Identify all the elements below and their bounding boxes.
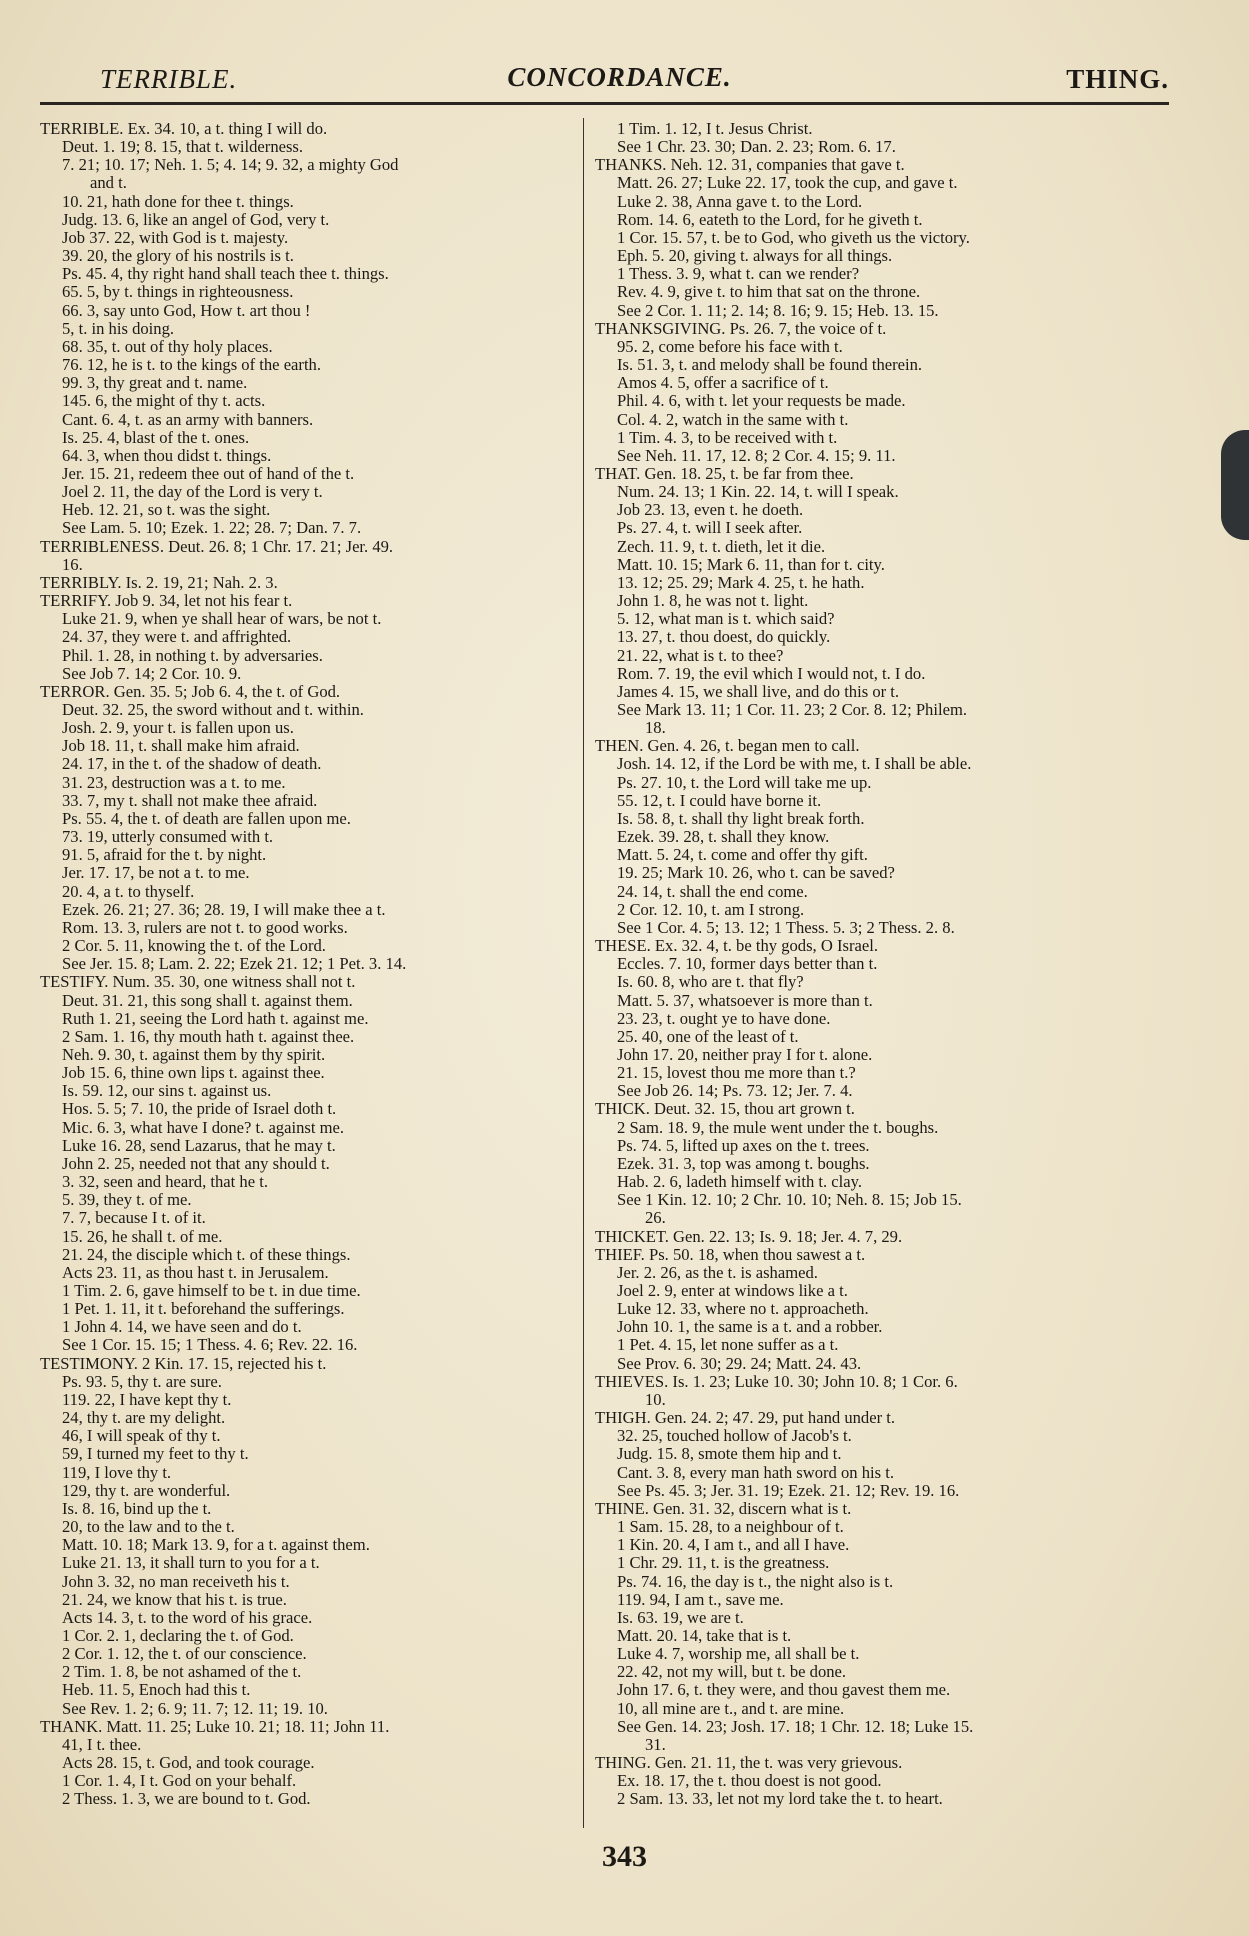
concordance-line: THICKET. Gen. 22. 13; Is. 9. 18; Jer. 4. 7, 29. — [595, 1227, 903, 1246]
concordance-line: Phil. 4. 6, with t. let your requests be made. — [617, 392, 906, 411]
right-column — [595, 120, 1115, 1809]
concordance-line: John 10. 1, the same is a t. and a robber. — [617, 1318, 883, 1337]
concordance-line: 21. 24, we know that his t. is true. — [62, 1590, 287, 1609]
concordance-line: 129, thy t. are wonderful. — [62, 1481, 231, 1500]
concordance-line: 1 Cor. 15. 57, t. be to God, who giveth us the victory. — [617, 228, 970, 247]
concordance-line: 10. 21, hath done for thee t. things. — [62, 192, 294, 211]
concordance-line: Phil. 1. 28, in nothing t. by adversaries. — [62, 646, 323, 665]
column-divider — [583, 118, 584, 1828]
concordance-line: Ps. 93. 5, thy t. are sure. — [62, 1372, 222, 1391]
concordance-line: Ezek. 31. 3, top was among t. boughs. — [617, 1154, 870, 1173]
concordance-line: 21. 15, lovest thou me more than t.? — [617, 1064, 856, 1083]
concordance-line: Deut. 31. 21, this song shall t. against them. — [62, 991, 353, 1010]
concordance-line: Jer. 15. 21, redeem thee out of hand of the t. — [62, 464, 355, 483]
concordance-line: Jer. 17. 17, be not a t. to me. — [62, 864, 250, 883]
concordance-line: 46, I will speak of thy t. — [62, 1427, 221, 1446]
concordance-line: Is. 63. 19, we are t. — [617, 1608, 744, 1627]
concordance-line: See Jer. 15. 8; Lam. 2. 22; Ezek 21. 12; 1 Pet. 3. 14. — [62, 955, 407, 974]
concordance-line: Neh. 9. 30, t. against them by thy spirit. — [62, 1045, 326, 1064]
concordance-line: 10. — [645, 1390, 666, 1409]
concordance-line: Ex. 18. 17, the t. thou doest is not good. — [617, 1772, 882, 1791]
concordance-line: Luke 12. 33, where no t. approacheth. — [617, 1300, 869, 1319]
concordance-line: See Lam. 5. 10; Ezek. 1. 22; 28. 7; Dan. 7. 7. — [62, 519, 362, 538]
concordance-line: 3. 32, seen and heard, that he t. — [62, 1173, 268, 1192]
concordance-line: 1 Tim. 1. 12, I t. Jesus Christ. — [617, 120, 813, 138]
concordance-line: 145. 6, the might of thy t. acts. — [62, 392, 266, 411]
concordance-line: Cant. 6. 4, t. as an army with banners. — [62, 410, 314, 429]
concordance-line: John 2. 25, needed not that any should t. — [62, 1154, 330, 1173]
concordance-line: THANK. Matt. 11. 25; Luke 10. 21; 18. 11; John 11. — [40, 1717, 390, 1736]
concordance-line: Joel 2. 11, the day of the Lord is very t. — [62, 483, 323, 502]
concordance-line: Eccles. 7. 10, former days better than t. — [617, 955, 878, 974]
concordance-line: Matt. 5. 37, whatsoever is more than t. — [617, 991, 873, 1010]
concordance-line: 32. 25, touched hollow of Jacob's t. — [617, 1427, 852, 1446]
concordance-line: 76. 12, he is t. to the kings of the earth. — [62, 356, 322, 375]
concordance-line: Ps. 74. 16, the day is t., the night also is t. — [617, 1572, 894, 1591]
concordance-line: See Rev. 1. 2; 6. 9; 11. 7; 12. 11; 19. 10. — [62, 1699, 328, 1718]
concordance-line: 2 Sam. 18. 9, the mule went under the t. boughs. — [617, 1118, 939, 1137]
concordance-line: 24. 14, t. shall the end come. — [617, 882, 808, 901]
concordance-line: Ps. 74. 5, lifted up axes on the t. trees. — [617, 1136, 870, 1155]
concordance-line: See Prov. 6. 30; 29. 24; Matt. 24. 43. — [617, 1354, 862, 1373]
concordance-line: Heb. 12. 21, so t. was the sight. — [62, 501, 271, 520]
concordance-line: 1 Cor. 2. 1, declaring the t. of God. — [62, 1626, 294, 1645]
concordance-line: Matt. 10. 15; Mark 6. 11, than for t. city. — [617, 555, 885, 574]
concordance-line: Matt. 26. 27; Luke 22. 17, took the cup, and gave t. — [617, 174, 958, 193]
concordance-line: Matt. 5. 24, t. come and offer thy gift. — [617, 846, 868, 865]
concordance-line: Rom. 14. 6, eateth to the Lord, for he giveth t. — [617, 210, 923, 229]
concordance-line: Joel 2. 9, enter at windows like a t. — [617, 1282, 848, 1300]
concordance-line: 65. 5, by t. things in righteousness. — [62, 283, 294, 302]
concordance-line: 24. 17, in the t. of the shadow of death. — [62, 755, 322, 774]
concordance-line: 13. 27, t. thou doest, do quickly. — [617, 628, 831, 647]
concordance-line: James 4. 15, we shall live, and do this or t. — [617, 682, 900, 701]
concordance-line: See 1 Cor. 15. 15; 1 Thess. 4. 6; Rev. 22. 16. — [62, 1336, 358, 1355]
concordance-line: Hab. 2. 6, ladeth himself with t. clay. — [617, 1173, 863, 1192]
concordance-line: 41, I t. thee. — [62, 1735, 142, 1754]
concordance-line: 2 Thess. 1. 3, we are bound to t. God. — [62, 1790, 311, 1809]
concordance-line: Ezek. 26. 21; 27. 36; 28. 19, I will make thee a t. — [62, 900, 386, 919]
concordance-line: See Job 26. 14; Ps. 73. 12; Jer. 7. 4. — [617, 1082, 853, 1101]
concordance-line: See 1 Chr. 23. 30; Dan. 2. 23; Rom. 6. 17. — [617, 138, 896, 157]
concordance-line: 25. 40, one of the least of t. — [617, 1027, 799, 1046]
concordance-line: See Job 7. 14; 2 Cor. 10. 9. — [62, 664, 242, 683]
concordance-line: 1 Pet. 4. 15, let none suffer as a t. — [617, 1336, 839, 1355]
concordance-line: 55. 12, t. I could have borne it. — [617, 791, 822, 810]
concordance-line: See Gen. 14. 23; Josh. 17. 18; 1 Chr. 12. 18; Luke 15. — [617, 1717, 974, 1736]
concordance-line: Josh. 14. 12, if the Lord be with me, t. I shall be able. — [617, 755, 972, 774]
concordance-line: THINE. Gen. 31. 32, discern what is t. — [595, 1499, 852, 1518]
concordance-line: Luke 21. 13, it shall turn to you for a t. — [62, 1554, 320, 1573]
concordance-line: Ps. 27. 10, t. the Lord will take me up. — [617, 773, 872, 792]
concordance-line: 21. 24, the disciple which t. of these things. — [62, 1245, 351, 1264]
concordance-line: John 17. 20, neither pray I for t. alone. — [617, 1045, 873, 1064]
concordance-line: TESTIFY. Num. 35. 30, one witness shall not t. — [40, 973, 356, 992]
page-number: 343 — [602, 1840, 647, 1873]
concordance-line: Rom. 13. 3, rulers are not t. to good works. — [62, 918, 348, 937]
concordance-line: 22. 42, not my will, but t. be done. — [617, 1663, 847, 1682]
concordance-line: Acts 14. 3, t. to the word of his grace. — [62, 1608, 313, 1627]
concordance-line: 1 Tim. 4. 3, to be received with t. — [617, 428, 838, 447]
concordance-line: Ps. 55. 4, the t. of death are fallen upon me. — [62, 809, 351, 828]
concordance-line: 1 Pet. 1. 11, it t. beforehand the sufferings. — [62, 1300, 345, 1319]
header-rule — [40, 102, 1169, 105]
concordance-line: 2 Sam. 1. 16, thy mouth hath t. against thee. — [62, 1027, 355, 1046]
concordance-line: 68. 35, t. out of thy holy places. — [62, 337, 273, 356]
concordance-line: 99. 3, thy great and t. name. — [62, 374, 248, 393]
concordance-line: 21. 22, what is t. to thee? — [617, 646, 784, 665]
concordance-line: 1 Kin. 20. 4, I am t., and all I have. — [617, 1536, 850, 1555]
concordance-line: Judg. 15. 8, smote them hip and t. — [617, 1445, 842, 1464]
concordance-line: 1 John 4. 14, we have seen and do t. — [62, 1318, 302, 1337]
concordance-line: 119, I love thy t. — [62, 1463, 172, 1482]
concordance-line: John 17. 6, t. they were, and thou gavest them me. — [617, 1681, 951, 1700]
header-first-word: TERRIBLE. — [100, 64, 238, 94]
concordance-line: 20, to the law and to the t. — [62, 1518, 235, 1537]
concordance-line: 1 Cor. 1. 4, I t. God on your behalf. — [62, 1772, 297, 1791]
concordance-line: Mic. 6. 3, what have I done? t. against me. — [62, 1118, 345, 1137]
concordance-line: THESE. Ex. 32. 4, t. be thy gods, O Israel. — [595, 937, 878, 956]
concordance-line: Is. 58. 8, t. shall thy light break forth. — [617, 809, 865, 828]
concordance-line: Luke 21. 9, when ye shall hear of wars, be not t. — [62, 610, 382, 629]
concordance-line: 10, all mine are t., and t. are mine. — [617, 1699, 845, 1718]
concordance-line: 26. — [645, 1209, 666, 1228]
concordance-line: THICK. Deut. 32. 15, thou art grown t. — [595, 1100, 855, 1119]
concordance-line: Acts 23. 11, as thou hast t. in Jerusalem. — [62, 1263, 329, 1282]
concordance-line: 66. 3, say unto God, How t. art thou ! — [62, 301, 311, 320]
concordance-line: 33. 7, my t. shall not make thee afraid. — [62, 791, 318, 810]
concordance-line: Num. 24. 13; 1 Kin. 22. 14, t. will I speak. — [617, 483, 899, 502]
concordance-line: See 2 Cor. 1. 11; 2. 14; 8. 16; 9. 15; Heb. 13. 15. — [617, 301, 939, 320]
concordance-line: 2 Sam. 13. 33, let not my lord take the t. to heart. — [617, 1790, 943, 1809]
concordance-line: 15. 26, he shall t. of me. — [62, 1227, 223, 1246]
concordance-line: 2 Cor. 5. 11, knowing the t. of the Lord. — [62, 937, 326, 956]
concordance-line: 119. 22, I have kept thy t. — [62, 1390, 232, 1409]
concordance-line: 1 Tim. 2. 6, gave himself to be t. in due time. — [62, 1282, 361, 1300]
concordance-line: Zech. 11. 9, t. t. dieth, let it die. — [617, 537, 826, 556]
concordance-line: Ps. 27. 4, t. will I seek after. — [617, 519, 803, 538]
concordance-line: TESTIMONY. 2 Kin. 17. 15, rejected his t. — [40, 1354, 327, 1373]
concordance-line: Amos 4. 5, offer a sacrifice of t. — [617, 374, 829, 393]
concordance-line: THANKS. Neh. 12. 31, companies that gave t. — [595, 156, 905, 175]
concordance-line: Is. 51. 3, t. and melody shall be found therein. — [617, 356, 923, 375]
concordance-line: Job 23. 13, even t. he doeth. — [617, 501, 804, 520]
concordance-line: Ezek. 39. 28, t. shall they know. — [617, 828, 830, 847]
concordance-line: 39. 20, the glory of his nostrils is t. — [62, 247, 294, 266]
concordance-line: Col. 4. 2, watch in the same with t. — [617, 410, 849, 429]
running-header — [70, 58, 1169, 98]
concordance-line: Luke 4. 7, worship me, all shall be t. — [617, 1645, 860, 1664]
concordance-line: Jer. 2. 26, as the t. is ashamed. — [617, 1263, 818, 1282]
concordance-line: TERRIBLE. Ex. 34. 10, a t. thing I will do. — [40, 120, 328, 138]
concordance-line: THANKSGIVING. Ps. 26. 7, the voice of t. — [595, 319, 887, 338]
concordance-line: See Mark 13. 11; 1 Cor. 11. 23; 2 Cor. 8. 12; Philem. — [617, 701, 967, 719]
concordance-line: 5. 39, they t. of me. — [62, 1191, 192, 1210]
concordance-line: 7. 7, because I t. of it. — [62, 1209, 206, 1228]
concordance-line: 119. 94, I am t., save me. — [617, 1590, 784, 1609]
concordance-line: Luke 16. 28, send Lazarus, that he may t. — [62, 1136, 336, 1155]
concordance-line: THIEVES. Is. 1. 23; Luke 10. 30; John 10. 8; 1 Cor. 6. — [595, 1372, 958, 1391]
concordance-line: 16. — [62, 555, 83, 574]
concordance-line: TERRIFY. Job 9. 34, let not his fear t. — [40, 592, 293, 611]
concordance-line: Josh. 2. 9, your t. is fallen upon us. — [62, 719, 294, 738]
concordance-line: See Ps. 45. 3; Jer. 31. 19; Ezek. 21. 12; Rev. 19. 16. — [617, 1481, 960, 1500]
concordance-line: 18. — [645, 719, 666, 738]
concordance-line: 1 Sam. 15. 28, to a neighbour of t. — [617, 1518, 844, 1537]
concordance-line: 31. 23, destruction was a t. to me. — [62, 773, 286, 792]
concordance-line: THIEF. Ps. 50. 18, when thou sawest a t. — [595, 1245, 866, 1264]
concordance-line: Acts 28. 15, t. God, and took courage. — [62, 1754, 315, 1773]
concordance-line: John 1. 8, he was not t. light. — [617, 592, 809, 611]
concordance-line: 19. 25; Mark 10. 26, who t. can be saved? — [617, 864, 895, 883]
concordance-line: THEN. Gen. 4. 26, t. began men to call. — [595, 737, 860, 756]
concordance-line: John 3. 32, no man receiveth his t. — [62, 1572, 290, 1591]
concordance-line: 13. 12; 25. 29; Mark 4. 25, t. he hath. — [617, 573, 865, 592]
concordance-line: 91. 5, afraid for the t. by night. — [62, 846, 267, 865]
concordance-line: 24. 37, they were t. and affrighted. — [62, 628, 292, 647]
concordance-line: Rom. 7. 19, the evil which I would not, t. I do. — [617, 664, 926, 683]
concordance-line: 64. 3, when thou didst t. things. — [62, 446, 272, 465]
concordance-line: Matt. 10. 18; Mark 13. 9, for a t. against them. — [62, 1536, 370, 1555]
concordance-line: THIGH. Gen. 24. 2; 47. 29, put hand under t. — [595, 1409, 896, 1428]
concordance-line: Judg. 13. 6, like an angel of God, very t. — [62, 210, 330, 229]
concordance-line: and t. — [90, 174, 127, 193]
concordance-line: THAT. Gen. 18. 25, t. be far from thee. — [595, 464, 854, 483]
concordance-line: 59, I turned my feet to thy t. — [62, 1445, 249, 1464]
concordance-line: 2 Tim. 1. 8, be not ashamed of the t. — [62, 1663, 302, 1682]
concordance-line: Is. 60. 8, who are t. that fly? — [617, 973, 804, 992]
concordance-line: 95. 2, come before his face with t. — [617, 337, 843, 356]
concordance-line: 2 Cor. 12. 10, t. am I strong. — [617, 900, 805, 919]
concordance-line: See 1 Kin. 12. 10; 2 Chr. 10. 10; Neh. 8. 15; Job 15. — [617, 1191, 962, 1210]
concordance-line: Eph. 5. 20, giving t. always for all things. — [617, 247, 893, 266]
concordance-line: 7. 21; 10. 17; Neh. 1. 5; 4. 14; 9. 32, a mighty God — [62, 156, 399, 175]
concordance-line: 1 Chr. 29. 11, t. is the greatness. — [617, 1554, 830, 1573]
thumb-index-tab — [1221, 430, 1249, 540]
concordance-line: TERROR. Gen. 35. 5; Job 6. 4, the t. of God. — [40, 682, 341, 701]
concordance-line: Job 15. 6, thine own lips t. against thee. — [62, 1064, 325, 1083]
concordance-line: Deut. 1. 19; 8. 15, that t. wilderness. — [62, 138, 304, 157]
concordance-line: Hos. 5. 5; 7. 10, the pride of Israel doth t. — [62, 1100, 337, 1119]
concordance-line: See Neh. 11. 17, 12. 8; 2 Cor. 4. 15; 9. 11. — [617, 446, 896, 465]
concordance-line: Luke 2. 38, Anna gave t. to the Lord. — [617, 192, 863, 211]
concordance-line: TERRIBLY. Is. 2. 19, 21; Nah. 2. 3. — [40, 573, 278, 592]
concordance-line: 31. — [645, 1735, 666, 1754]
concordance-line: Job 37. 22, with God is t. majesty. — [62, 228, 289, 247]
concordance-line: TERRIBLENESS. Deut. 26. 8; 1 Chr. 17. 21; Jer. 49. — [40, 537, 394, 556]
concordance-line: 20. 4, a t. to thyself. — [62, 882, 195, 901]
concordance-line: 5. 12, what man is t. which said? — [617, 610, 835, 629]
left-column — [40, 120, 588, 1809]
concordance-line: 73. 19, utterly consumed with t. — [62, 828, 274, 847]
concordance-line: 2 Cor. 1. 12, the t. of our conscience. — [62, 1645, 307, 1664]
concordance-line: Ps. 45. 4, thy right hand shall teach thee t. things. — [62, 265, 389, 284]
concordance-line: See 1 Cor. 4. 5; 13. 12; 1 Thess. 5. 3; 2 Thess. 2. 8. — [617, 918, 955, 937]
concordance-line: Is. 8. 16, bind up the t. — [62, 1499, 212, 1518]
concordance-line: Cant. 3. 8, every man hath sword on his t. — [617, 1463, 894, 1482]
concordance-line: Is. 59. 12, our sins t. against us. — [62, 1082, 272, 1101]
concordance-line: Ruth 1. 21, seeing the Lord hath t. against me. — [62, 1009, 369, 1028]
concordance-line: Rev. 4. 9, give t. to him that sat on the throne. — [617, 283, 921, 302]
concordance-line: Deut. 32. 25, the sword without and t. within. — [62, 701, 364, 719]
concordance-line: 23. 23, t. ought ye to have done. — [617, 1009, 831, 1028]
concordance-line: Matt. 20. 14, take that is t. — [617, 1626, 792, 1645]
header-last-word: THING. — [1066, 64, 1169, 94]
concordance-line: THING. Gen. 21. 11, the t. was very grievous. — [595, 1754, 903, 1773]
concordance-line: Heb. 11. 5, Enoch had this t. — [62, 1681, 251, 1700]
concordance-line: Is. 25. 4, blast of the t. ones. — [62, 428, 250, 447]
header-title: CONCORDANCE. — [507, 62, 732, 92]
concordance-line: 1 Thess. 3. 9, what t. can we render? — [617, 265, 860, 284]
concordance-line: 24, thy t. are my delight. — [62, 1409, 226, 1428]
concordance-line: 5, t. in his doing. — [62, 319, 175, 338]
concordance-line: Job 18. 11, t. shall make him afraid. — [62, 737, 300, 756]
